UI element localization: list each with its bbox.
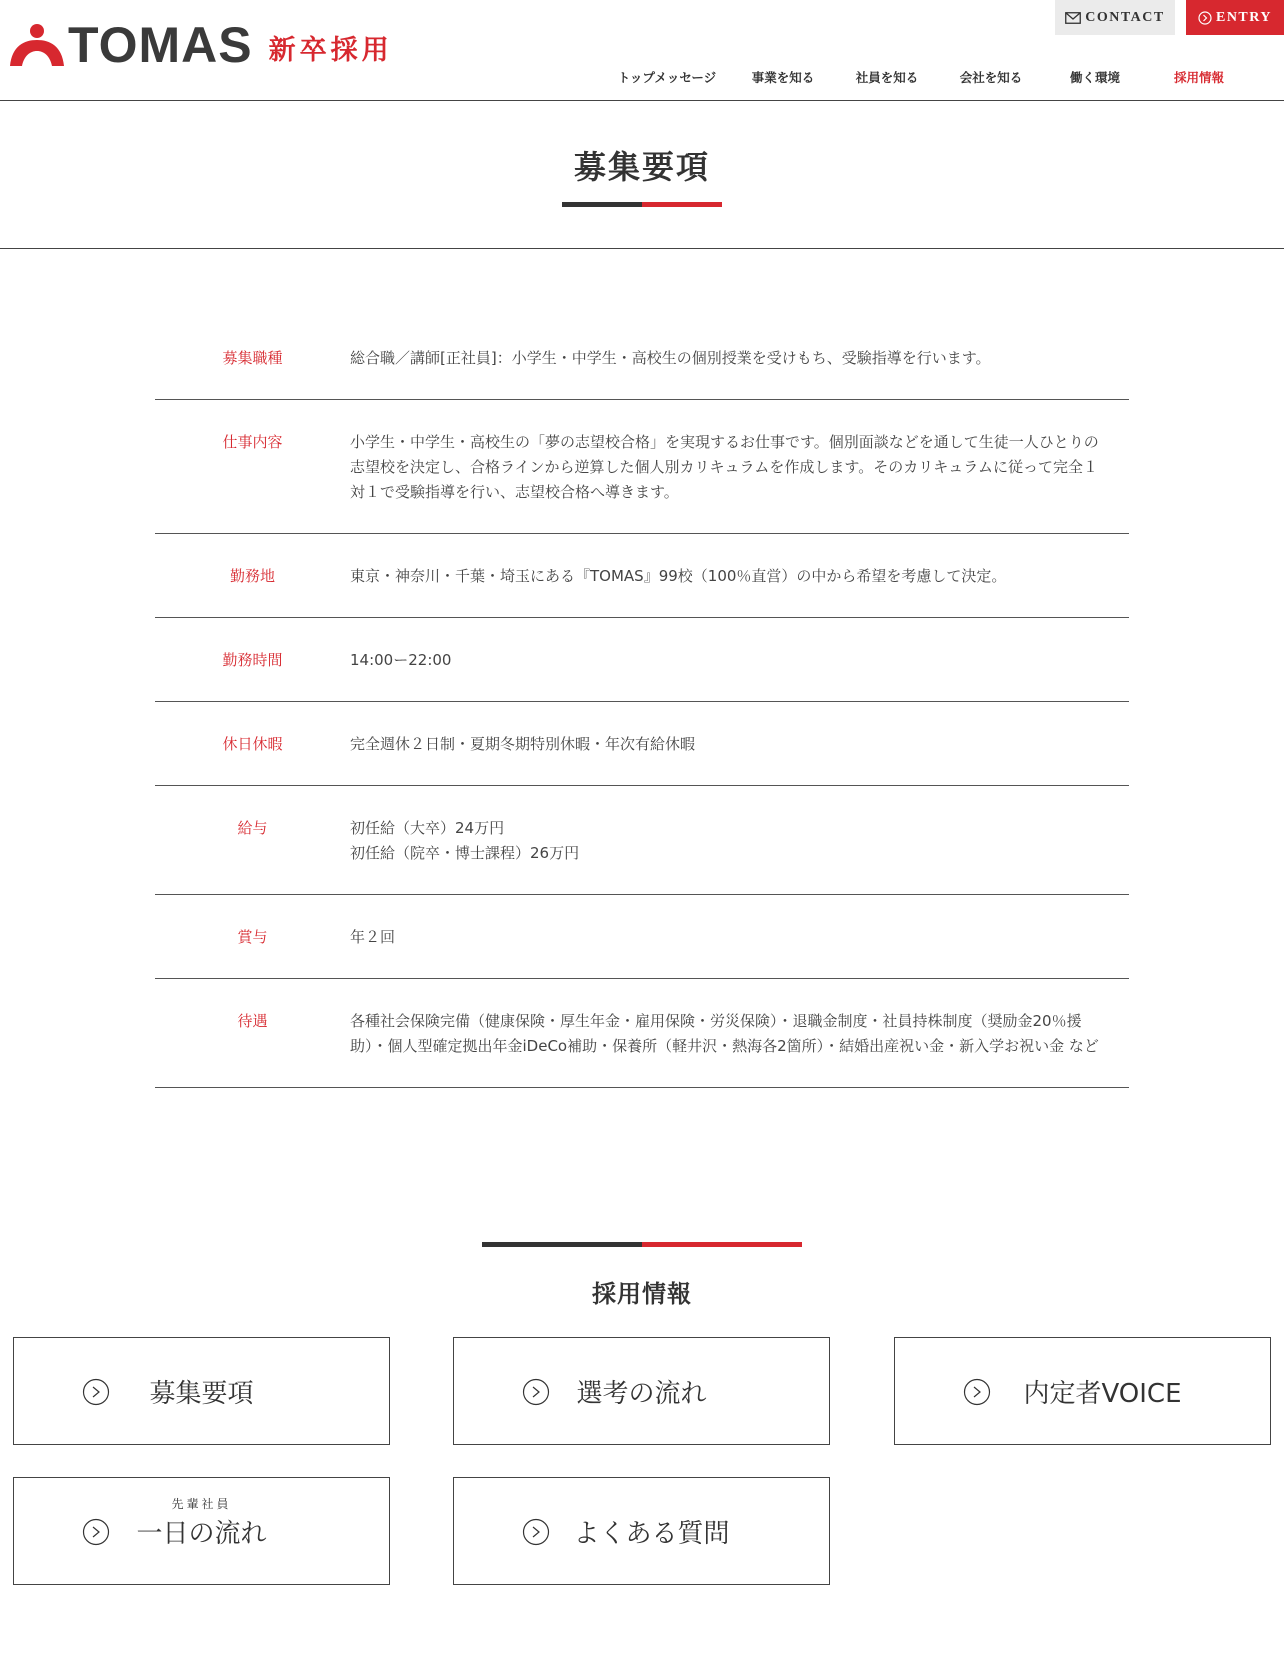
chevron-circle-icon — [82, 1378, 110, 1406]
row-value: 各種社会保険完備（健康保険・厚生年金・雇用保険・労災保険）・退職金制度・社員持株制度（奨励金20％援助）・個人型確定拠出年金iDeCo補助・保養所（軽井沢・熱海各2箇所）・結婚出産祝い金・新入学お祝い金 など — [350, 1012, 1099, 1055]
chevron-circle-icon — [1198, 11, 1212, 25]
table-row — [155, 786, 1129, 895]
title-underline — [562, 202, 722, 207]
nav-business[interactable]: 事業を知る — [751, 70, 815, 85]
row-label: 勤務地 — [229, 567, 275, 585]
row-label: 休日休暇 — [222, 735, 283, 753]
row-value: 小学生・中学生・高校生の「夢の志望校合格」を実現するお仕事です。個別面談などを通して生徒一人ひとりの志望校を決定し、合格ラインから逆算した個人別カリキュラムを作成します。そのカリキュラムに従って完全１対１で受験指導を行い、志望校合格へ導きます。 — [350, 433, 1099, 501]
row-label: 給与 — [237, 819, 268, 837]
row-label: 賞与 — [237, 928, 268, 946]
nav-top-message[interactable]: トップメッセージ — [617, 70, 717, 85]
ruby-text: 先輩社員 — [171, 1496, 232, 1511]
requirements-table — [155, 318, 1129, 1088]
card-label: よくある質問 — [573, 1518, 730, 1549]
chevron-circle-icon — [963, 1378, 991, 1406]
tomas-logo-icon — [8, 22, 66, 68]
card-voice[interactable] — [894, 1337, 1271, 1445]
row-value: 完全週休２日制・夏期冬期特別休暇・年次有給休暇 — [350, 735, 696, 753]
card-faq[interactable] — [453, 1477, 830, 1585]
entry-button[interactable] — [1186, 0, 1284, 35]
contact-button[interactable] — [1055, 0, 1175, 35]
card-label: 内定者VOICE — [1023, 1378, 1182, 1409]
table-row — [155, 400, 1129, 534]
nav-employees[interactable]: 社員を知る — [855, 70, 919, 85]
page-title: 募集要項 — [573, 148, 710, 186]
row-value: 東京・神奈川・千葉・埼玉にある『TOMAS』99校（100％直営）の中から希望を考慮して決定。 — [350, 567, 1007, 585]
table-row — [155, 979, 1129, 1088]
global-nav — [0, 68, 1284, 88]
table-row — [155, 318, 1129, 400]
chevron-circle-icon — [522, 1518, 550, 1546]
section-divider — [0, 248, 1284, 249]
site-header — [0, 0, 1284, 101]
nav-environment[interactable]: 働く環境 — [1069, 70, 1121, 85]
row-value: 総合職／講師[正社員]：小学生・中学生・高校生の個別授業を受けもち、受験指導を行います。 — [350, 349, 991, 367]
row-label: 勤務時間 — [222, 651, 283, 669]
row-label: 仕事内容 — [222, 433, 283, 451]
chevron-circle-icon — [82, 1518, 110, 1546]
card-label-wrap — [124, 1478, 279, 1584]
table-row — [155, 895, 1129, 979]
card-requirements[interactable] — [13, 1337, 390, 1445]
row-label: 募集職種 — [222, 349, 283, 367]
table-row — [155, 702, 1129, 786]
section-bar — [482, 1242, 802, 1247]
nav-recruit-info[interactable]: 採用情報 — [1173, 70, 1225, 85]
card-label: 一日の流れ — [136, 1518, 267, 1549]
logo-subtitle: 新卒採用 — [268, 34, 393, 66]
table-row — [155, 618, 1129, 702]
chevron-circle-icon — [522, 1378, 550, 1406]
contact-label: CONTACT — [1085, 9, 1165, 25]
nav-company[interactable]: 会社を知る — [959, 70, 1023, 85]
site-logo[interactable] — [8, 17, 393, 73]
card-label: 選考の流れ — [576, 1378, 707, 1409]
card-selection-flow[interactable] — [453, 1337, 830, 1445]
card-label: 募集要項 — [149, 1378, 254, 1409]
row-value: 年２回 — [350, 928, 396, 946]
row-label: 待遇 — [237, 1012, 268, 1030]
section-title: 採用情報 — [592, 1280, 692, 1308]
card-day-flow[interactable] — [13, 1477, 390, 1585]
mail-icon — [1065, 12, 1081, 24]
logo-wordmark: TOMAS — [68, 17, 253, 73]
ruby-wrap — [136, 1496, 267, 1550]
table-row — [155, 534, 1129, 618]
row-value: 初任給（大卒）24万円 初任給（院卒・博士課程）26万円 — [350, 819, 580, 862]
entry-label: ENTRY — [1215, 9, 1272, 25]
row-value: 14:00ー22:00 — [350, 651, 452, 669]
